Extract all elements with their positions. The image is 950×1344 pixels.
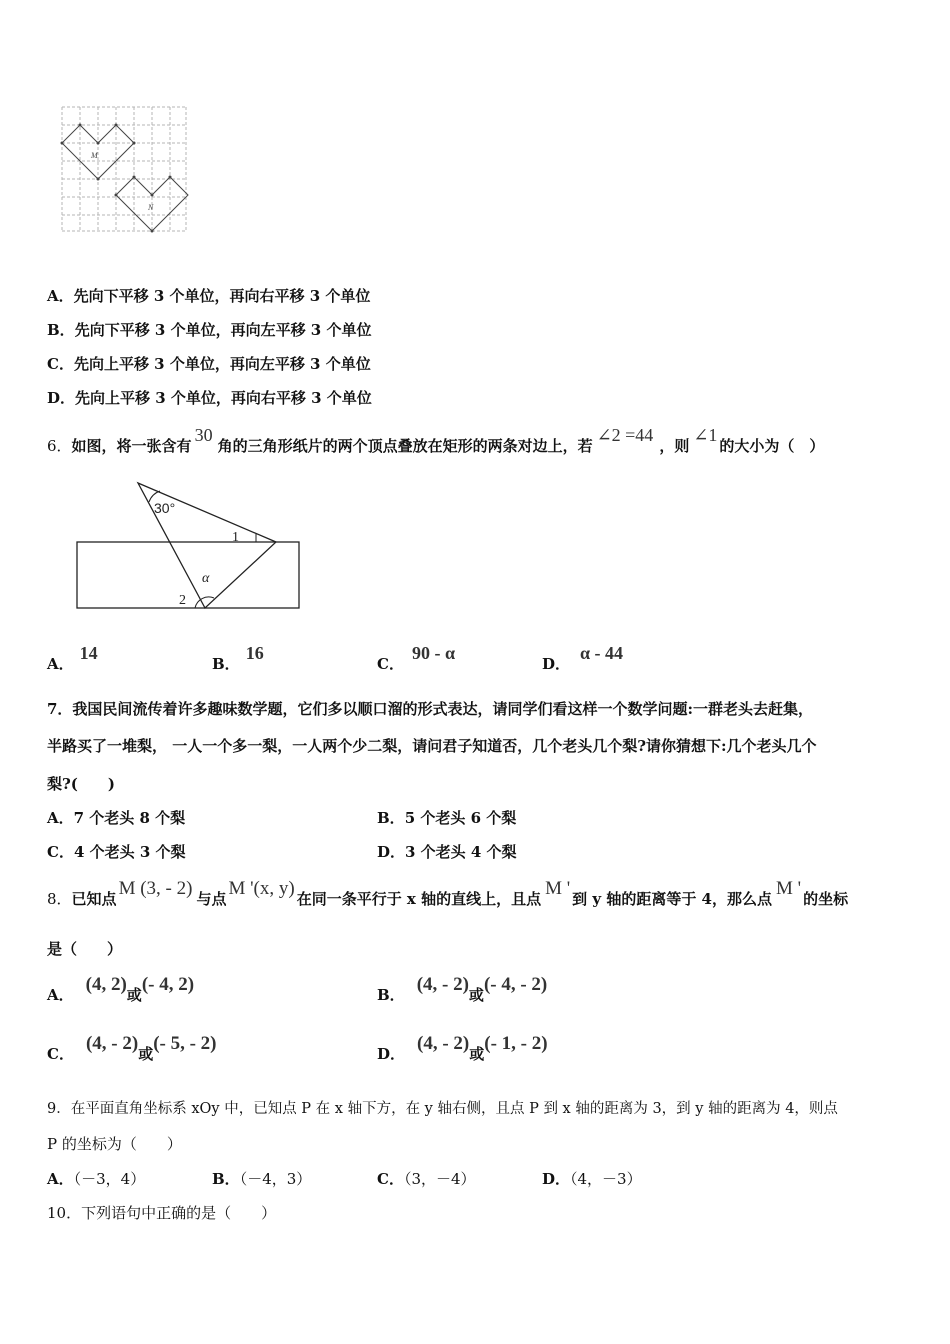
angle-30-label: 30° bbox=[154, 500, 176, 516]
q7-option-a[interactable] bbox=[47, 808, 185, 828]
q8-option-a[interactable] bbox=[47, 974, 195, 1005]
q6-math-angle1: ∠1 bbox=[693, 425, 718, 445]
q6-text-1: 如图，将一张含有 bbox=[71, 437, 192, 455]
option-or: 或 bbox=[468, 986, 484, 1004]
q10-stem: 10．下列语句中正确的是（ ） bbox=[47, 1204, 277, 1222]
option-letter: C． bbox=[377, 1170, 404, 1188]
q8-text-5: 的坐标 bbox=[803, 890, 849, 908]
q8-text-4: 到 y 轴的距离等于 4，那么点 bbox=[572, 890, 772, 908]
q6-text-4: 的大小为（ ） bbox=[719, 437, 825, 455]
q9-option-c[interactable] bbox=[377, 1169, 476, 1189]
option-letter: A． bbox=[47, 1170, 74, 1188]
option-letter: D． bbox=[377, 1045, 406, 1063]
q6-math-30: 30 bbox=[194, 425, 213, 445]
q7-stem-line-1: 7．我国民间流传着许多趣味数学题，它们多以顺口溜的形式表达，请同学们看这样一个数学问题:一群老头去赶集， bbox=[47, 700, 813, 718]
q5-option-d[interactable] bbox=[47, 388, 372, 408]
option-letter: C． bbox=[377, 655, 404, 673]
option-math: 90 - α bbox=[411, 643, 455, 663]
option-letter: B． bbox=[377, 986, 405, 1004]
option-text: 4 个老头 3 个梨 bbox=[73, 843, 186, 861]
q9-option-b[interactable] bbox=[212, 1169, 311, 1189]
q8-option-c[interactable] bbox=[47, 1033, 217, 1064]
option-letter: D． bbox=[542, 1170, 571, 1188]
option-math-1: (4, - 2) bbox=[416, 974, 469, 995]
q6-option-d[interactable] bbox=[542, 643, 624, 674]
option-or: 或 bbox=[126, 986, 142, 1004]
option-text: 7 个老头 8 个梨 bbox=[73, 809, 186, 827]
q9-stem-line-2: P 的坐标为（ ） bbox=[47, 1135, 182, 1153]
option-math-1: (4, - 2) bbox=[417, 1033, 470, 1054]
q6-text-3: ，则 bbox=[659, 437, 690, 455]
question-number: 8． bbox=[47, 890, 72, 908]
q9-option-d[interactable] bbox=[542, 1169, 642, 1189]
option-or: 或 bbox=[138, 1045, 154, 1063]
option-math-2: (- 4, - 2) bbox=[483, 974, 548, 995]
q5-option-b[interactable] bbox=[47, 320, 371, 340]
q8-math-point-m-prime: M '(x, y) bbox=[228, 878, 295, 899]
q8-stem bbox=[47, 878, 849, 909]
option-letter: C． bbox=[47, 1045, 74, 1063]
option-letter: A． bbox=[47, 986, 74, 1004]
q8-option-b[interactable] bbox=[377, 974, 548, 1005]
q6-stem bbox=[47, 425, 825, 456]
option-letter: D． bbox=[542, 655, 571, 673]
translation-grid-figure bbox=[60, 105, 190, 235]
question-number: 6． bbox=[47, 437, 72, 455]
option-text: （－3，4） bbox=[73, 1170, 146, 1188]
option-text: （3，－4） bbox=[403, 1170, 476, 1188]
q9-option-a[interactable] bbox=[47, 1169, 145, 1189]
option-letter: A． bbox=[47, 809, 74, 827]
angle-1-label: 1 bbox=[232, 530, 239, 545]
option-text: 先向下平移 3 个单位，再向左平移 3 个单位 bbox=[74, 321, 372, 339]
option-math: 14 bbox=[79, 643, 98, 663]
q6-option-a[interactable] bbox=[47, 643, 98, 674]
q7-option-d[interactable] bbox=[377, 842, 517, 862]
option-math: 16 bbox=[245, 643, 264, 663]
q7-option-b[interactable] bbox=[377, 808, 516, 828]
option-letter: D． bbox=[47, 389, 76, 407]
q8-stem-line-2: 是（ ） bbox=[47, 940, 123, 958]
q8-text-1: 已知点 bbox=[71, 890, 117, 908]
option-text: 3 个老头 4 个梨 bbox=[405, 843, 517, 861]
q8-text-2: 与点 bbox=[196, 890, 227, 908]
option-letter: D． bbox=[377, 843, 406, 861]
option-or: 或 bbox=[469, 1045, 485, 1063]
q6-text-2: 角的三角形纸片的两个顶点叠放在矩形的两条对边上，若 bbox=[217, 437, 593, 455]
q7-stem-line-3: 梨?( ) bbox=[47, 775, 115, 793]
option-letter: C． bbox=[47, 843, 74, 861]
angle-2-label: 2 bbox=[179, 593, 186, 608]
option-text: 5 个老头 6 个梨 bbox=[404, 809, 517, 827]
q7-stem-line-2: 半路买了一堆梨， 一人一个多一梨，一人两个少二梨，请问君子知道否，几个老头几个梨?请你猜想下:几个老头几个 bbox=[47, 737, 817, 755]
option-letter: B． bbox=[212, 1170, 240, 1188]
angle-alpha-label: α bbox=[202, 571, 210, 586]
q5-option-c[interactable] bbox=[47, 354, 371, 374]
q7-option-c[interactable] bbox=[47, 842, 186, 862]
q8-math-point-m: M (3, - 2) bbox=[118, 878, 193, 899]
q8-math-m-prime-2: M ' bbox=[776, 878, 802, 899]
q6-math-angle2: ∠2 =44 bbox=[596, 425, 654, 445]
option-math-1: (4, 2) bbox=[85, 974, 127, 995]
option-text: 先向下平移 3 个单位，再向右平移 3 个单位 bbox=[73, 287, 371, 305]
option-text: （4，－3） bbox=[570, 1170, 642, 1188]
triangle-rectangle-figure bbox=[70, 475, 310, 620]
option-math: α - 44 bbox=[580, 643, 624, 663]
option-letter: B． bbox=[47, 321, 75, 339]
option-text: 先向上平移 3 个单位，再向右平移 3 个单位 bbox=[75, 389, 372, 407]
heart-m-label: M bbox=[91, 151, 98, 160]
q5-option-a[interactable] bbox=[47, 286, 370, 306]
q8-math-m-prime-1: M ' bbox=[545, 878, 571, 899]
heart-n-label: N bbox=[148, 203, 154, 212]
q8-text-3: 在同一条平行于 x 轴的直线上，且点 bbox=[296, 890, 542, 908]
option-letter: B． bbox=[212, 655, 240, 673]
q9-stem-line-1: 9．在平面直角坐标系 xOy 中，已知点 P 在 x 轴下方，在 y 轴右侧，且点 P 到 x 轴的距离为 3，到 y 轴的距离为 4，则点 bbox=[47, 1101, 838, 1117]
option-letter: B． bbox=[377, 809, 405, 827]
option-text: （－4，3） bbox=[239, 1170, 312, 1188]
option-letter: A． bbox=[47, 655, 74, 673]
option-math-2: (- 4, 2) bbox=[141, 974, 195, 995]
option-math-1: (4, - 2) bbox=[85, 1033, 139, 1054]
option-letter: A． bbox=[47, 287, 74, 305]
option-math-2: (- 5, - 2) bbox=[153, 1033, 217, 1054]
option-letter: C． bbox=[47, 355, 74, 373]
option-math-2: (- 1, - 2) bbox=[484, 1033, 548, 1054]
q8-option-d[interactable] bbox=[377, 1033, 548, 1064]
q6-option-c[interactable] bbox=[377, 643, 455, 674]
q6-option-b[interactable] bbox=[212, 643, 264, 674]
option-text: 先向上平移 3 个单位，再向左平移 3 个单位 bbox=[73, 355, 371, 373]
